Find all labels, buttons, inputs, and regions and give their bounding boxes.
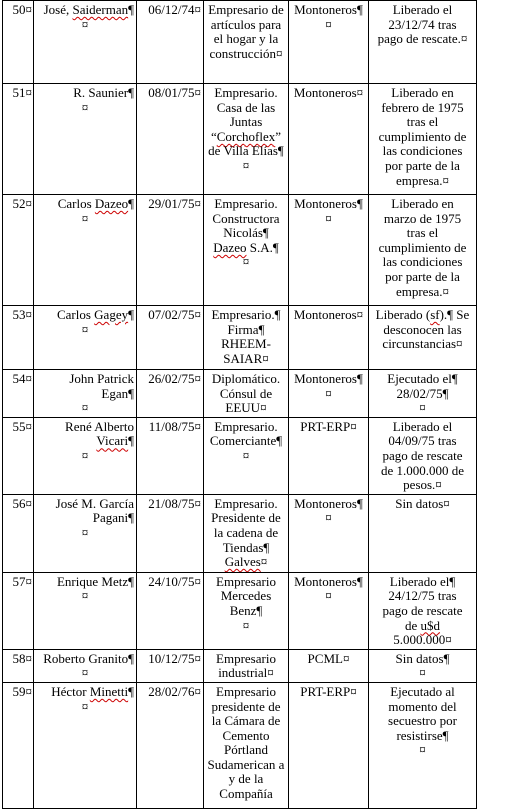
occupation-text: Empresario.¶ Firma¶ RHEEM-SAIAR¤: [211, 307, 281, 366]
outcome: [369, 306, 477, 370]
spellcheck-word: u$d: [420, 617, 441, 633]
table-row: [3, 84, 477, 195]
cell-end-mark: ¤: [81, 99, 89, 115]
outcome: [369, 572, 477, 649]
cell-end-mark: ¤: [325, 510, 332, 526]
kidnap-date: 24/10/75¤: [137, 572, 204, 649]
cell-end-mark: ¤: [81, 665, 89, 681]
person-name-text: René Alberto Vicari¶: [65, 418, 134, 449]
kidnap-date: 07/02/75¤: [137, 306, 204, 370]
occupation-text: Empresario Mercedes Benz¶: [216, 573, 276, 618]
cell-end-mark: ¤: [81, 16, 89, 32]
occupation: [204, 494, 289, 572]
cell-end-mark: ¤: [325, 16, 332, 32]
occupation: [204, 649, 289, 682]
cell-end-mark: ¤: [81, 698, 89, 714]
cell-end-mark: ¤: [81, 447, 89, 463]
table-row: [3, 494, 477, 572]
spellcheck-word: sf: [430, 307, 440, 322]
occupation: [204, 306, 289, 370]
spellcheck-word: Vicari: [96, 433, 129, 449]
outcome: [369, 84, 477, 195]
kidnap-date: 06/12/74¤: [137, 1, 204, 84]
cell-end-mark: ¤: [242, 157, 250, 173]
occupation: [204, 572, 289, 649]
outcome-text: Sin datos¤: [395, 495, 450, 511]
organization-text: Montoneros¶: [294, 495, 363, 511]
organization: [289, 84, 369, 195]
cell-end-mark: ¤: [419, 742, 426, 758]
table-row: [3, 1, 477, 84]
spellcheck-word: Gagey: [94, 307, 129, 322]
outcome: [369, 370, 477, 418]
cell-end-mark: ¤: [242, 447, 250, 463]
occupation-text: Empresario. Comerciante¶: [209, 418, 283, 449]
kidnap-date: 29/01/75¤: [137, 195, 204, 306]
person-name-text: Carlos Dazeo¶: [57, 196, 134, 211]
row-number: 57¤: [3, 572, 34, 649]
row-number: 53¤: [3, 306, 34, 370]
spellcheck-word: Dazeo: [94, 196, 129, 211]
organization: [289, 306, 369, 370]
occupation: [204, 84, 289, 195]
spellcheck-word: Corchoflex: [216, 128, 276, 144]
cell-end-mark: ¤: [419, 665, 426, 681]
cell-end-mark: ¤: [242, 617, 250, 633]
outcome-text: Liberado el¶ 24/12/75 tras pago de rescate de u$d 5.000.000¤: [382, 573, 463, 648]
person-name-text: José M. García Pagani¶: [55, 495, 134, 526]
outcome-text: Liberado en febrero de 1975 tras el cumplimiento de las condiciones por parte de la empresa.¤: [378, 85, 467, 188]
organization-text: Montoneros¶: [294, 371, 363, 386]
table-row: [3, 417, 477, 494]
occupation: [204, 370, 289, 418]
row-number: 54¤: [3, 370, 34, 418]
kidnap-date: 28/02/76¤: [137, 682, 204, 808]
organization: [289, 649, 369, 682]
cell-end-mark: ¤: [81, 400, 89, 416]
person-name: [34, 494, 137, 572]
spellcheck-word: Saiderman: [72, 2, 129, 17]
person-name: [34, 84, 137, 195]
occupation-text: Empresario de artículos para el hogar y la construcción¤: [208, 2, 284, 61]
row-number: 52¤: [3, 195, 34, 306]
occupation-text: Diplomático. Cónsul de EEUU¤: [211, 371, 281, 416]
organization-text: Montoneros¤: [293, 85, 364, 100]
outcome-text: Ejecutado al momento del secuestro por resistirse¶: [388, 683, 457, 743]
table-body: [3, 1, 477, 809]
row-number: 56¤: [3, 494, 34, 572]
outcome: [369, 494, 477, 572]
kidnap-date: 10/12/75¤: [137, 649, 204, 682]
cell-end-mark: ¤: [419, 400, 426, 416]
kidnap-date: 11/08/75¤: [137, 417, 204, 494]
cell-end-mark: ¤: [325, 588, 332, 604]
outcome-text: Sin datos¶: [395, 650, 450, 666]
cell-end-mark: ¤: [81, 321, 89, 337]
table-row: [3, 572, 477, 649]
outcome: [369, 682, 477, 808]
cell-end-mark: ¤: [81, 588, 89, 604]
outcome-text: Liberado el 04/09/75 tras pago de rescate de 1.000.000 de pesos.¤: [380, 418, 465, 493]
organization: [289, 195, 369, 306]
occupation-text: Empresario. Presidente de la cadena de Tiendas¶ Galves¤: [211, 495, 281, 570]
row-number: 59¤: [3, 682, 34, 808]
organization-text: PRT-ERP¤: [300, 418, 357, 434]
organization-text: Montoneros¶: [294, 2, 363, 17]
table-row: [3, 682, 477, 808]
person-name: [34, 649, 137, 682]
organization: [289, 417, 369, 494]
organization: [289, 682, 369, 808]
occupation: [204, 1, 289, 84]
person-name: [34, 370, 137, 418]
organization-text: Montoneros¤: [293, 307, 364, 322]
row-number: 51¤: [3, 84, 34, 195]
occupation-text: Empresario. Casa de las Juntas “Corchoflex” de Villa Elías¶: [208, 85, 284, 159]
kidnap-date: 08/01/75¤: [137, 84, 204, 195]
outcome: [369, 1, 477, 84]
row-number: 58¤: [3, 649, 34, 682]
organization-text: Montoneros¶: [294, 196, 363, 211]
organization-text: Montoneros¶: [294, 573, 363, 589]
cell-end-mark: ¤: [325, 385, 332, 401]
table-row: [3, 195, 477, 306]
outcome-text: Liberado el 23/12/74 tras pago de rescate.¤: [377, 2, 468, 47]
person-name: [34, 682, 137, 808]
occupation: [204, 682, 289, 808]
table-row: [3, 649, 477, 682]
occupation: [204, 195, 289, 306]
outcome-text: Liberado (sf).¶ Se desconocen las circunstancias¤: [375, 307, 470, 352]
person-name: [34, 417, 137, 494]
person-name: [34, 1, 137, 84]
person-name-text: Héctor Minetti¶: [51, 683, 134, 699]
kidnappings-table: [2, 0, 477, 809]
outcome: [369, 649, 477, 682]
cell-end-mark: ¤: [81, 210, 89, 226]
occupation-text: Empresario. Constructora Nicolás¶ Dazeo S.A.¶: [212, 196, 280, 255]
organization: [289, 494, 369, 572]
spellcheck-word: Dazeo: [213, 239, 247, 255]
cell-end-mark: ¤: [325, 210, 332, 226]
kidnap-date: 21/08/75¤: [137, 494, 204, 572]
person-name-text: Enrique Metz¶: [56, 573, 134, 589]
organization: [289, 370, 369, 418]
outcome-text: Liberado en marzo de 1975 tras el cumplimiento de las condiciones por parte de la empresa.¤: [378, 196, 467, 299]
outcome-text: Ejecutado el¶ 28/02/75¶: [387, 371, 458, 401]
outcome: [369, 195, 477, 306]
cell-end-mark: ¤: [242, 254, 250, 270]
kidnap-date: 26/02/75¤: [137, 370, 204, 418]
spellcheck-word: Galves: [224, 554, 261, 570]
person-name-text: John Patrick Egan¶: [69, 371, 134, 401]
person-name: [34, 572, 137, 649]
person-name: [34, 306, 137, 370]
person-name-text: Roberto Granito¶: [43, 650, 134, 666]
person-name-text: José, Saiderman¶: [43, 2, 134, 17]
organization: [289, 572, 369, 649]
organization: [289, 1, 369, 84]
organization-text: PRT-ERP¤: [300, 683, 357, 699]
occupation: [204, 417, 289, 494]
spellcheck-word: Minetti: [89, 683, 129, 699]
occupation-text: Empresario presidente de la Cámara de Cemento Pórtland Sudamerican a y de la Compañía: [207, 683, 285, 802]
row-number: 50¤: [3, 1, 34, 84]
person-name-text: R. Saunier¶: [73, 85, 134, 100]
row-number: 55¤: [3, 417, 34, 494]
person-name-text: Carlos Gagey¶: [56, 307, 134, 322]
occupation-text: Empresario industrial¤: [216, 650, 276, 681]
cell-end-mark: ¤: [81, 524, 89, 540]
person-name: [34, 195, 137, 306]
outcome: [369, 417, 477, 494]
table-row: [3, 370, 477, 418]
table-row: [3, 306, 477, 370]
organization-text: PCML¤: [307, 650, 350, 666]
